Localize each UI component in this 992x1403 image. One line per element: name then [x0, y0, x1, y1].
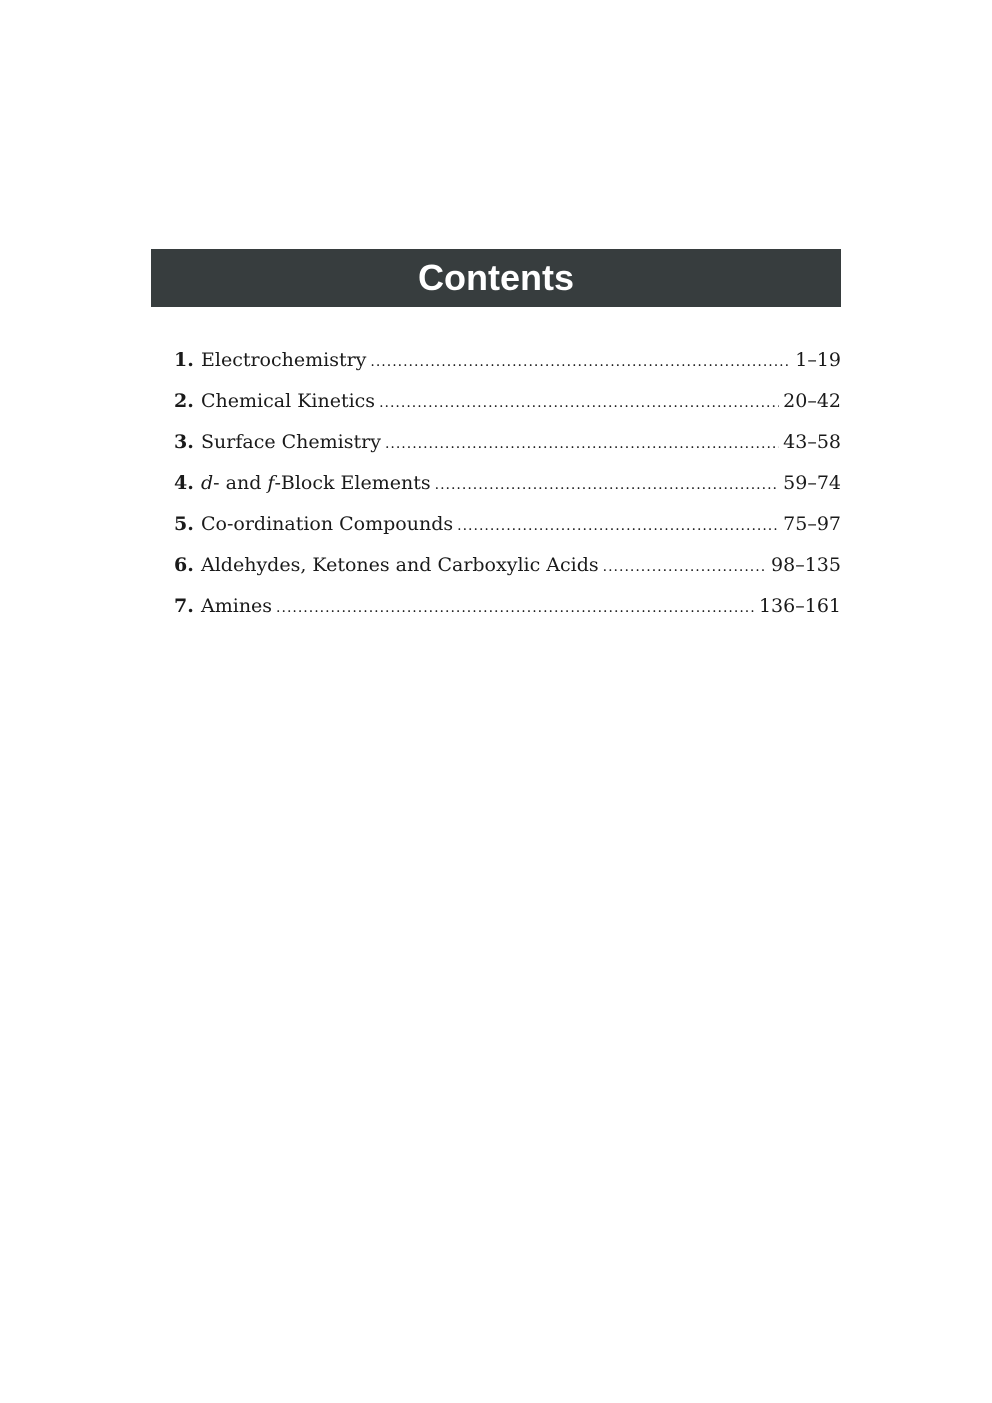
toc-entry-chemical-kinetics[interactable] [174, 386, 841, 427]
toc-entry-title: Co-ordination Compounds [201, 513, 454, 535]
dot-leader [435, 470, 780, 500]
toc-title-italic-f: f [267, 472, 275, 494]
toc-title-italic-d: d [201, 472, 214, 494]
toc-title-segment: -Block Elements [274, 472, 431, 494]
toc-entry-pages: 20–42 [783, 390, 841, 412]
dot-leader [457, 511, 779, 541]
toc-entry-number: 1. [174, 349, 194, 371]
toc-entry-aldehydes-ketones[interactable] [174, 550, 841, 591]
toc-entry-electrochemistry[interactable] [174, 345, 841, 386]
toc-entry-title: Electrochemistry [201, 349, 367, 371]
contents-title-bar [151, 249, 841, 307]
toc-entry-pages: 43–58 [783, 431, 841, 453]
toc-entry-number: 5. [174, 513, 194, 535]
toc-entry-title: Surface Chemistry [201, 431, 381, 453]
toc-entry-title: Chemical Kinetics [201, 390, 376, 412]
table-of-contents [174, 345, 841, 632]
dot-leader [370, 347, 791, 377]
toc-entry-title: Aldehydes, Ketones and Carboxylic Acids [201, 554, 599, 576]
toc-entry-coordination-compounds[interactable] [174, 509, 841, 550]
dot-leader [379, 388, 779, 418]
page-title: Contents [418, 257, 574, 298]
dot-leader [603, 552, 767, 582]
toc-entry-number: 6. [174, 554, 194, 576]
toc-entry-pages: 59–74 [783, 472, 841, 494]
toc-entry-pages: 98–135 [771, 554, 841, 576]
toc-entry-d-f-block-elements[interactable] [174, 468, 841, 509]
toc-entry-pages: 136–161 [758, 595, 841, 617]
dot-leader [385, 429, 779, 459]
toc-entry-surface-chemistry[interactable] [174, 427, 841, 468]
toc-entry-title [201, 468, 431, 498]
toc-entry-amines[interactable] [174, 591, 841, 632]
toc-entry-pages: 1–19 [795, 349, 841, 371]
toc-entry-pages: 75–97 [783, 513, 841, 535]
toc-entry-number: 4. [174, 472, 194, 494]
dot-leader [276, 593, 755, 623]
toc-entry-number: 3. [174, 431, 194, 453]
toc-title-segment: - and [213, 472, 268, 494]
toc-entry-number: 2. [174, 390, 194, 412]
toc-entry-title: Amines [201, 595, 273, 617]
toc-entry-number: 7. [174, 595, 194, 617]
